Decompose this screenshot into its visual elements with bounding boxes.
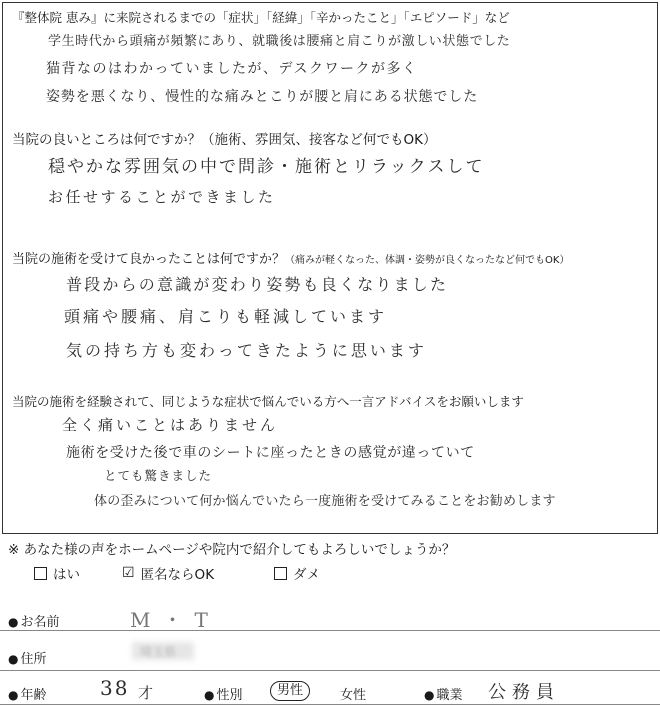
- job-label: 職業: [436, 688, 463, 703]
- question-benefits: [12, 248, 569, 267]
- name-value: M・T: [130, 608, 220, 632]
- name-label: お名前: [20, 615, 60, 630]
- bullet-icon: ●: [8, 615, 19, 629]
- bullet-icon: ●: [204, 688, 215, 702]
- answer-advice-line-2: 施術を受けた後で車のシートに座ったときの感覚が違っていて: [66, 445, 475, 461]
- age-field: [8, 684, 47, 703]
- gender-male-option[interactable]: [270, 681, 310, 701]
- checkbox-no[interactable]: [274, 567, 287, 580]
- address-field: [8, 648, 47, 667]
- answer-benefits-line-1: 普段からの意識が変わり姿勢も良くなりました: [66, 275, 449, 294]
- age-value: 38: [100, 676, 130, 700]
- answer-symptoms-line-1: 学生時代から頭痛が頻繁にあり、就職後は腰痛と肩こりが激しい状態でした: [48, 34, 511, 49]
- consent-option-no-label: ダメ: [293, 567, 320, 583]
- answer-advice-line-4: 体の歪みについて何か悩んでいたら一度施術を受けてみることをお勧めします: [94, 494, 556, 509]
- gender-label: 性別: [216, 688, 243, 703]
- address-label: 住所: [20, 652, 47, 667]
- answer-benefits-line-3: 気の持ち方も変わってきたように思います: [66, 341, 427, 360]
- question-symptoms: 『整体院 恵み』に来院されるまでの「症状」「経緯」「辛かったこと」「エピソード」など: [12, 10, 510, 25]
- answer-good-points-line-1: 穏やかな雰囲気の中で問診・施術とリラックスして: [48, 157, 485, 177]
- checkbox-yes[interactable]: [34, 567, 47, 580]
- consent-option-anonymous[interactable]: [122, 563, 214, 583]
- consent-option-yes[interactable]: [34, 563, 80, 583]
- answer-good-points-line-2: お任せすることができました: [48, 188, 276, 206]
- question-good-points: 当院の良いところは何ですか？（施術、雰囲気、接客など何でもOK）: [12, 132, 437, 148]
- bullet-icon: ●: [424, 688, 435, 702]
- job-field: [424, 684, 463, 703]
- answer-benefits-line-2: 頭痛や腰痛、肩こりも軽減しています: [64, 307, 388, 326]
- question-benefits-main: 当院の施術を受けて良かったことは何ですか？: [12, 252, 286, 267]
- gender-field: [204, 684, 243, 703]
- name-underline: [0, 630, 660, 631]
- job-value: 公務員: [488, 682, 560, 703]
- gender-male-circled[interactable]: 男性: [270, 681, 310, 701]
- consent-option-no[interactable]: [274, 563, 320, 583]
- bullet-icon: ●: [8, 688, 19, 702]
- checkbox-anonymous-checked-icon[interactable]: ☑: [122, 565, 135, 581]
- answer-symptoms-line-3: 姿勢を悪くなり、慢性的な痛みとこりが腰と肩にある状態でした: [46, 89, 479, 105]
- address-value-blurred: 埼玉県: [140, 645, 177, 659]
- answer-symptoms-line-2: 猫背なのはわかっていましたが、デスクワークが多く: [46, 61, 418, 77]
- age-row-underline: [0, 704, 660, 705]
- address-underline: [0, 670, 660, 671]
- question-advice: 当院の施術を経験されて、同じような症状で悩んでいる方へ一言アドバイスをお願いします: [12, 394, 524, 409]
- gender-female-option[interactable]: 女性: [340, 688, 367, 703]
- name-field: [8, 611, 60, 630]
- bullet-icon: ●: [8, 652, 19, 666]
- answer-advice-line-3: とても驚きました: [104, 468, 213, 483]
- consent-option-anonymous-label: 匿名ならOK: [140, 567, 215, 583]
- answer-advice-line-1: 全く痛いことはありません: [62, 416, 279, 434]
- question-benefits-note: （痛みが軽くなった、体調・姿勢が良くなったなど何でもOK）: [285, 255, 570, 266]
- consent-question: ※ あなた様の声をホームページや院内で紹介してもよろしいでしょうか？: [8, 542, 456, 558]
- age-unit: 才: [138, 684, 155, 702]
- consent-option-yes-label: はい: [53, 567, 80, 583]
- age-label: 年齢: [20, 688, 47, 703]
